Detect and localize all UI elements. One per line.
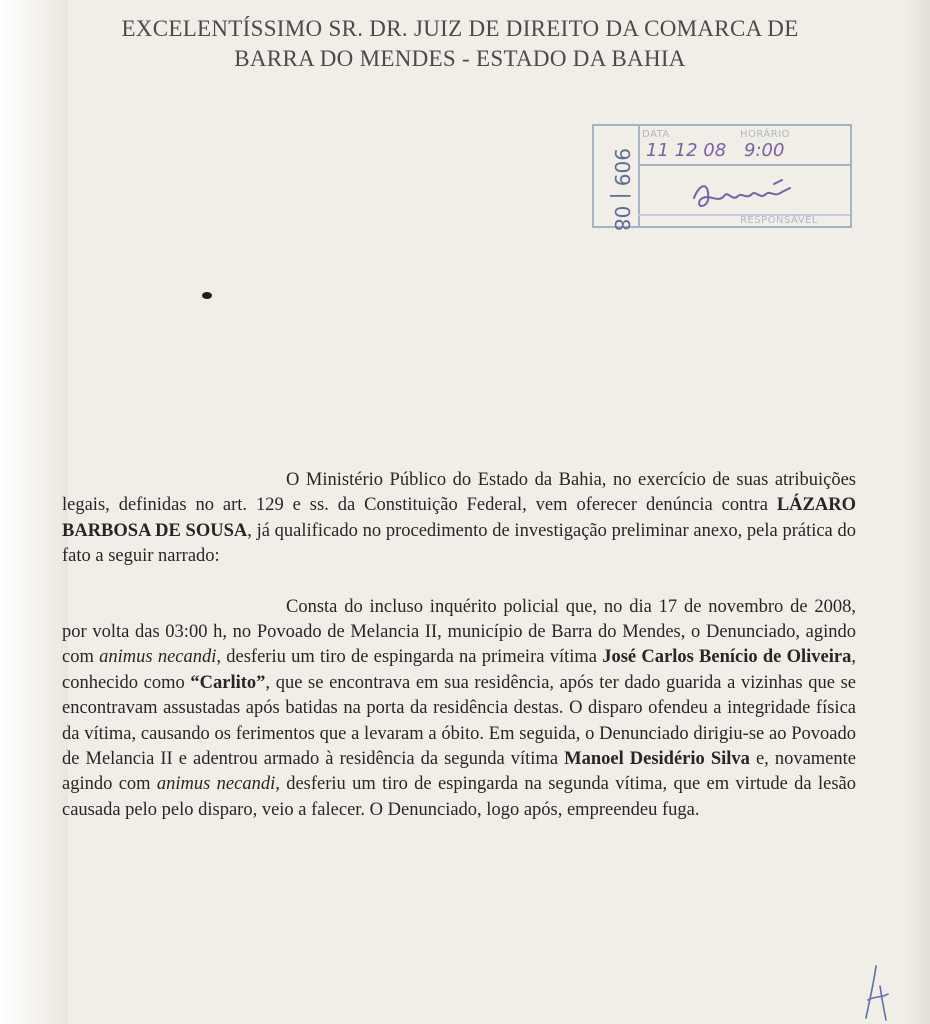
intent-phrase-2: animus necandi	[156, 774, 276, 795]
stamp-divider-vertical	[638, 126, 640, 226]
protocol-stamp	[592, 124, 852, 232]
intro-text-2: , já qualificado no procedimento de investigação preliminar anexo, pela prática do fato a seguir narrado:	[62, 520, 856, 567]
facts-text-2: , desferiu um tiro de espingarda na primeira vítima	[216, 647, 603, 668]
page-left-margin	[0, 0, 70, 1024]
stamp-handwritten-date: 11 12 08	[646, 140, 727, 161]
stamp-label-time: HORÁRIO	[740, 129, 791, 140]
facts-text-6: , desferiu um tiro de espingarda na segunda vítima, que em virtude da lesão causada pelo pelo disparo, veio a falecer. O Denunciado, logo após, empreendeu fuga.	[62, 774, 856, 820]
header-line-1: EXCELENTÍSSIMO SR. DR. JUIZ DE DIREITO DA COMARCA DE	[121, 16, 799, 41]
document-header	[80, 14, 840, 74]
facts-text-5: e, novamente agindo com	[62, 749, 856, 795]
second-victim-name: Manoel Desidério Silva	[564, 749, 750, 770]
facts-text-1: Consta do incluso inquérito policial que, no dia 17 de novembro de 2008, por volta das 03:00 h, no Povoado de Melancia II, município de Barra do Mendes, o Denunciado, agindo com	[62, 596, 856, 668]
stamp-label-responsible: RESPONSÁVEL	[740, 215, 818, 226]
stamp-handwritten-time: 9:00	[744, 140, 785, 161]
stamp-label-date: DATA	[642, 129, 670, 140]
intro-text-1: O Ministério Público do Estado da Bahia, no exercício de suas atribuições legais, definidas no art. 129 e ss. da Constituição Federal, vem oferecer denúncia contra	[62, 470, 856, 516]
ink-dot	[202, 292, 212, 299]
stamp-signature	[690, 178, 810, 212]
page-right-edge	[908, 0, 930, 1024]
header-line-2: BARRA DO MENDES - ESTADO DA BAHIA	[234, 46, 686, 71]
victim-nickname: “Carlito”	[190, 672, 266, 693]
paragraph-facts	[62, 595, 856, 824]
document-body	[62, 468, 856, 823]
facts-text-3: , conhecido como	[62, 647, 856, 693]
facts-text-4: , que se encontrava em sua residência, após ter dado guarida a vizinhas que se encontravam assustadas após batidas na porta da residência destas. O disparo ofendeu a integridade física da vítima, causando os ferimentos que a levaram a óbito. Em seguida, o Denunciado dirigiu-se ao Povoado de Melancia II e adentrou armado à residência da segunda vítima	[62, 672, 856, 770]
initials-mark	[862, 964, 892, 1022]
stamp-divider-horizontal	[638, 164, 850, 166]
intent-phrase-1: animus necandi	[99, 647, 217, 668]
paragraph-intro	[62, 468, 856, 570]
defendant-name: LÁZARO BARBOSA DE SOUSA	[62, 495, 856, 541]
stamp-protocol-number: 909 | 08	[610, 148, 634, 232]
first-victim-name: José Carlos Benício de Oliveira	[602, 647, 852, 668]
